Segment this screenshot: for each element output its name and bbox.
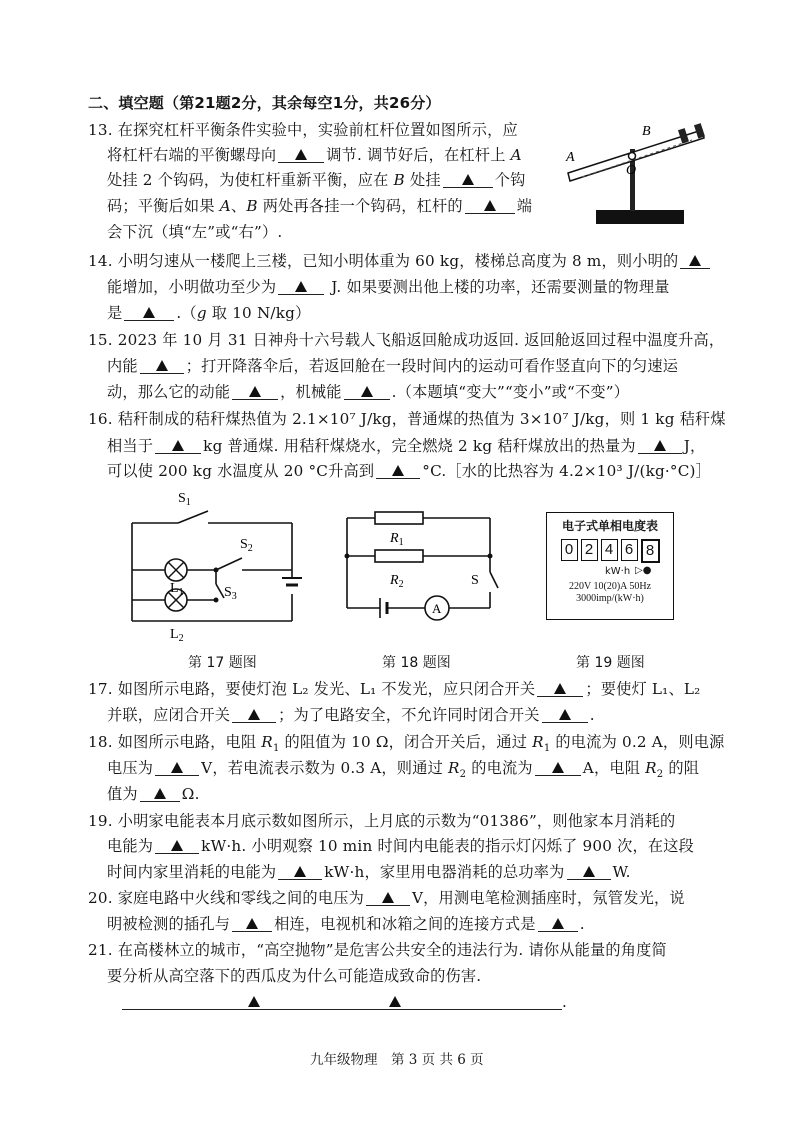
answer-blank[interactable] (232, 383, 278, 400)
fig17-caption: 第 17 题图 (188, 655, 257, 671)
label-s: S (471, 573, 479, 588)
q20-line1: 20. 家庭电路中火线和零线之间的电压为 V，用测电笔检测插座时，氖管发光，说 (88, 889, 685, 907)
answer-blank[interactable] (232, 706, 276, 723)
meter-digit: 2 (581, 539, 598, 561)
q14-line1: 14. 小明匀速从一楼爬上三楼，已知小明体重为 60 kg，楼梯总高度为 8 m，则小明的 (88, 251, 712, 271)
label-o: O (626, 163, 637, 178)
q13-line2: 将杠杆右端的平衡螺母向 调节. 调节好后，在杠杆上 A (107, 146, 522, 164)
answer-blank[interactable] (443, 171, 493, 188)
ammeter-label: A (432, 601, 442, 616)
q18-line2: 电压为 V，若电流表示数为 0.3 A，则通过 $R_2$ 的电流为 A，电阻 $R_2$ 的阻 (107, 759, 700, 781)
label-l2: $L_2$ (170, 627, 184, 644)
answer-blank[interactable] (278, 278, 324, 295)
circuit-fig17 (120, 488, 320, 648)
q13-line1: 13. 在探究杠杆平衡条件实验中，实验前杠杆位置如图所示，应 (88, 121, 518, 139)
meter-digit: 4 (601, 539, 618, 561)
answer-blank[interactable] (344, 383, 390, 400)
q15-line2: 内能 ；打开降落伞后，若返回舱在一段时间内的运动可看作竖直向下的匀速运 (107, 357, 679, 375)
meter-digit-decimal: 8 (641, 539, 660, 563)
q20-line2: 明被检测的插孔与 相连，电视机和冰箱之间的连接方式是 . (107, 915, 585, 933)
q15-line3: 动，那么它的动能 ，机械能 .（本题填“变大”“变小”或“不变”） (107, 383, 630, 401)
indicator-light-icon: ▷● (635, 565, 652, 576)
lamp-l1 (165, 559, 187, 581)
meter-spec1: 220V 10(20)A 50Hz (568, 581, 652, 592)
q19-line3: 时间内家里消耗的电能为 kW·h，家里用电器消耗的总功率为 W. (107, 863, 631, 881)
q14-line2: 能增加，小明做功至少为 J. 如果要测出他上楼的功率，还需要测量的物理量 (107, 278, 670, 296)
meter-title: 电子式单相电度表 (561, 519, 658, 533)
meter-digit: 0 (561, 539, 578, 561)
answer-blank[interactable] (535, 759, 581, 776)
answer-blank[interactable] (155, 759, 199, 776)
answer-blank[interactable] (140, 785, 180, 802)
label-r1: $R_1$ (390, 531, 404, 548)
q21-answer-line: . (122, 992, 567, 1012)
q16-line2: 相当于 kg 普通煤. 用秸秆煤烧水，完全燃烧 2 kg 秸秆煤放出的热量为 J， (107, 437, 706, 455)
resistor-r2 (375, 550, 423, 562)
q18-line1: 18. 如图所示电路，电阻 $R_1$ 的阻值为 10 Ω，闭合开关后，通过 $R_1$ 的电流为 0.2 A，则电源 (88, 733, 725, 755)
answer-blank[interactable] (155, 837, 199, 854)
q21-line2: 要分析从高空落下的西瓜皮为什么可能造成致命的伤害. (107, 967, 482, 985)
meter-spec2: 3000imp/(kW·h) (576, 593, 644, 604)
q13-line5: 会下沉（填“左”或“右”）. (107, 223, 283, 241)
answer-blank[interactable] (124, 304, 174, 321)
section-title: 二、填空题（第21题2分，其余每空1分，共26分） (88, 94, 441, 112)
meter-unit: kW·h (605, 566, 631, 577)
q15-line1: 15. 2023 年 10 月 31 日神舟十六号载人飞船返回舱成功返回. 返回舱返回过程中温度升高， (88, 331, 725, 349)
answer-blank[interactable] (155, 437, 201, 454)
answer-blank[interactable] (232, 915, 272, 932)
q18-line3: 值为 Ω. (107, 785, 200, 803)
answer-blank[interactable] (278, 863, 322, 880)
label-s3: $S_3$ (224, 585, 237, 602)
q17-line2: 并联，应闭合开关 ；为了电路安全，不允许同时闭合开关 . (107, 706, 595, 724)
answer-blank[interactable] (122, 993, 562, 1010)
meter-digit: 6 (621, 539, 638, 561)
resistor-r1 (375, 512, 423, 524)
answer-blank[interactable] (538, 915, 578, 932)
q17-line1: 17. 如图所示电路，要使灯泡 L₂ 发光、L₁ 不发光，应只闭合开关 ；要使灯 L₁、L₂ (88, 680, 701, 698)
circuit-fig18 (335, 500, 510, 640)
label-s2: $S_2$ (240, 537, 253, 554)
lever-base (596, 210, 684, 224)
answer-blank[interactable] (638, 437, 682, 454)
label-l1: $L_1$ (170, 581, 184, 598)
answer-blank[interactable] (465, 197, 515, 214)
answer-blank[interactable] (680, 252, 710, 269)
q16-line1: 16. 秸秆制成的秸秆煤热值为 2.1×10⁷ J/kg，普通煤的热值为 3×10⁷ J/kg，则 1 kg 秸秆煤 (88, 410, 726, 428)
answer-blank[interactable] (542, 706, 588, 723)
q19-line2: 电能为 kW·h. 小明观察 10 min 时间内电能表的指示灯闪烁了 900 次，在这段 (107, 837, 695, 855)
pivot (629, 153, 636, 160)
label-s1: $S_1$ (178, 491, 191, 508)
answer-blank[interactable] (278, 146, 324, 163)
answer-blank[interactable] (567, 863, 611, 880)
q14-line3: 是 .（g 取 10 N/kg） (107, 304, 311, 322)
q13-line4: 码；平衡后如果 A、B 两处再各挂一个钩码，杠杆的 端 (107, 197, 533, 215)
fig18-caption: 第 18 题图 (382, 655, 451, 671)
label-r2: $R_2$ (390, 573, 404, 590)
q19-line1: 19. 小明家电能表本月底示数如图所示，上月底的示数为“01386”，则他家本月消耗的 (88, 812, 676, 830)
meter-display (547, 539, 673, 563)
answer-blank[interactable] (376, 462, 420, 479)
q16-line3: 可以使 200 kg 水温度从 20 °C升高到 °C.［水的比热容为 4.2×10³ J/(kg·°C)］ (107, 462, 712, 480)
electricity-meter (546, 512, 674, 620)
answer-blank[interactable] (140, 357, 184, 374)
q13-line3: 处挂 2 个钩码，为使杠杆重新平衡，应在 B 处挂 个钩 (107, 171, 526, 189)
label-a: A (566, 150, 575, 165)
q21-line1: 21. 在高楼林立的城市，“高空抛物”是危害公共安全的违法行为. 请你从能量的角度简 (88, 941, 667, 959)
label-b: B (642, 124, 651, 139)
page-footer: 九年级物理 第 3 页 共 6 页 (310, 1052, 484, 1068)
answer-blank[interactable] (366, 889, 410, 906)
fig19-caption: 第 19 题图 (576, 655, 645, 671)
answer-blank[interactable] (537, 680, 583, 697)
lever-figure (560, 115, 710, 230)
